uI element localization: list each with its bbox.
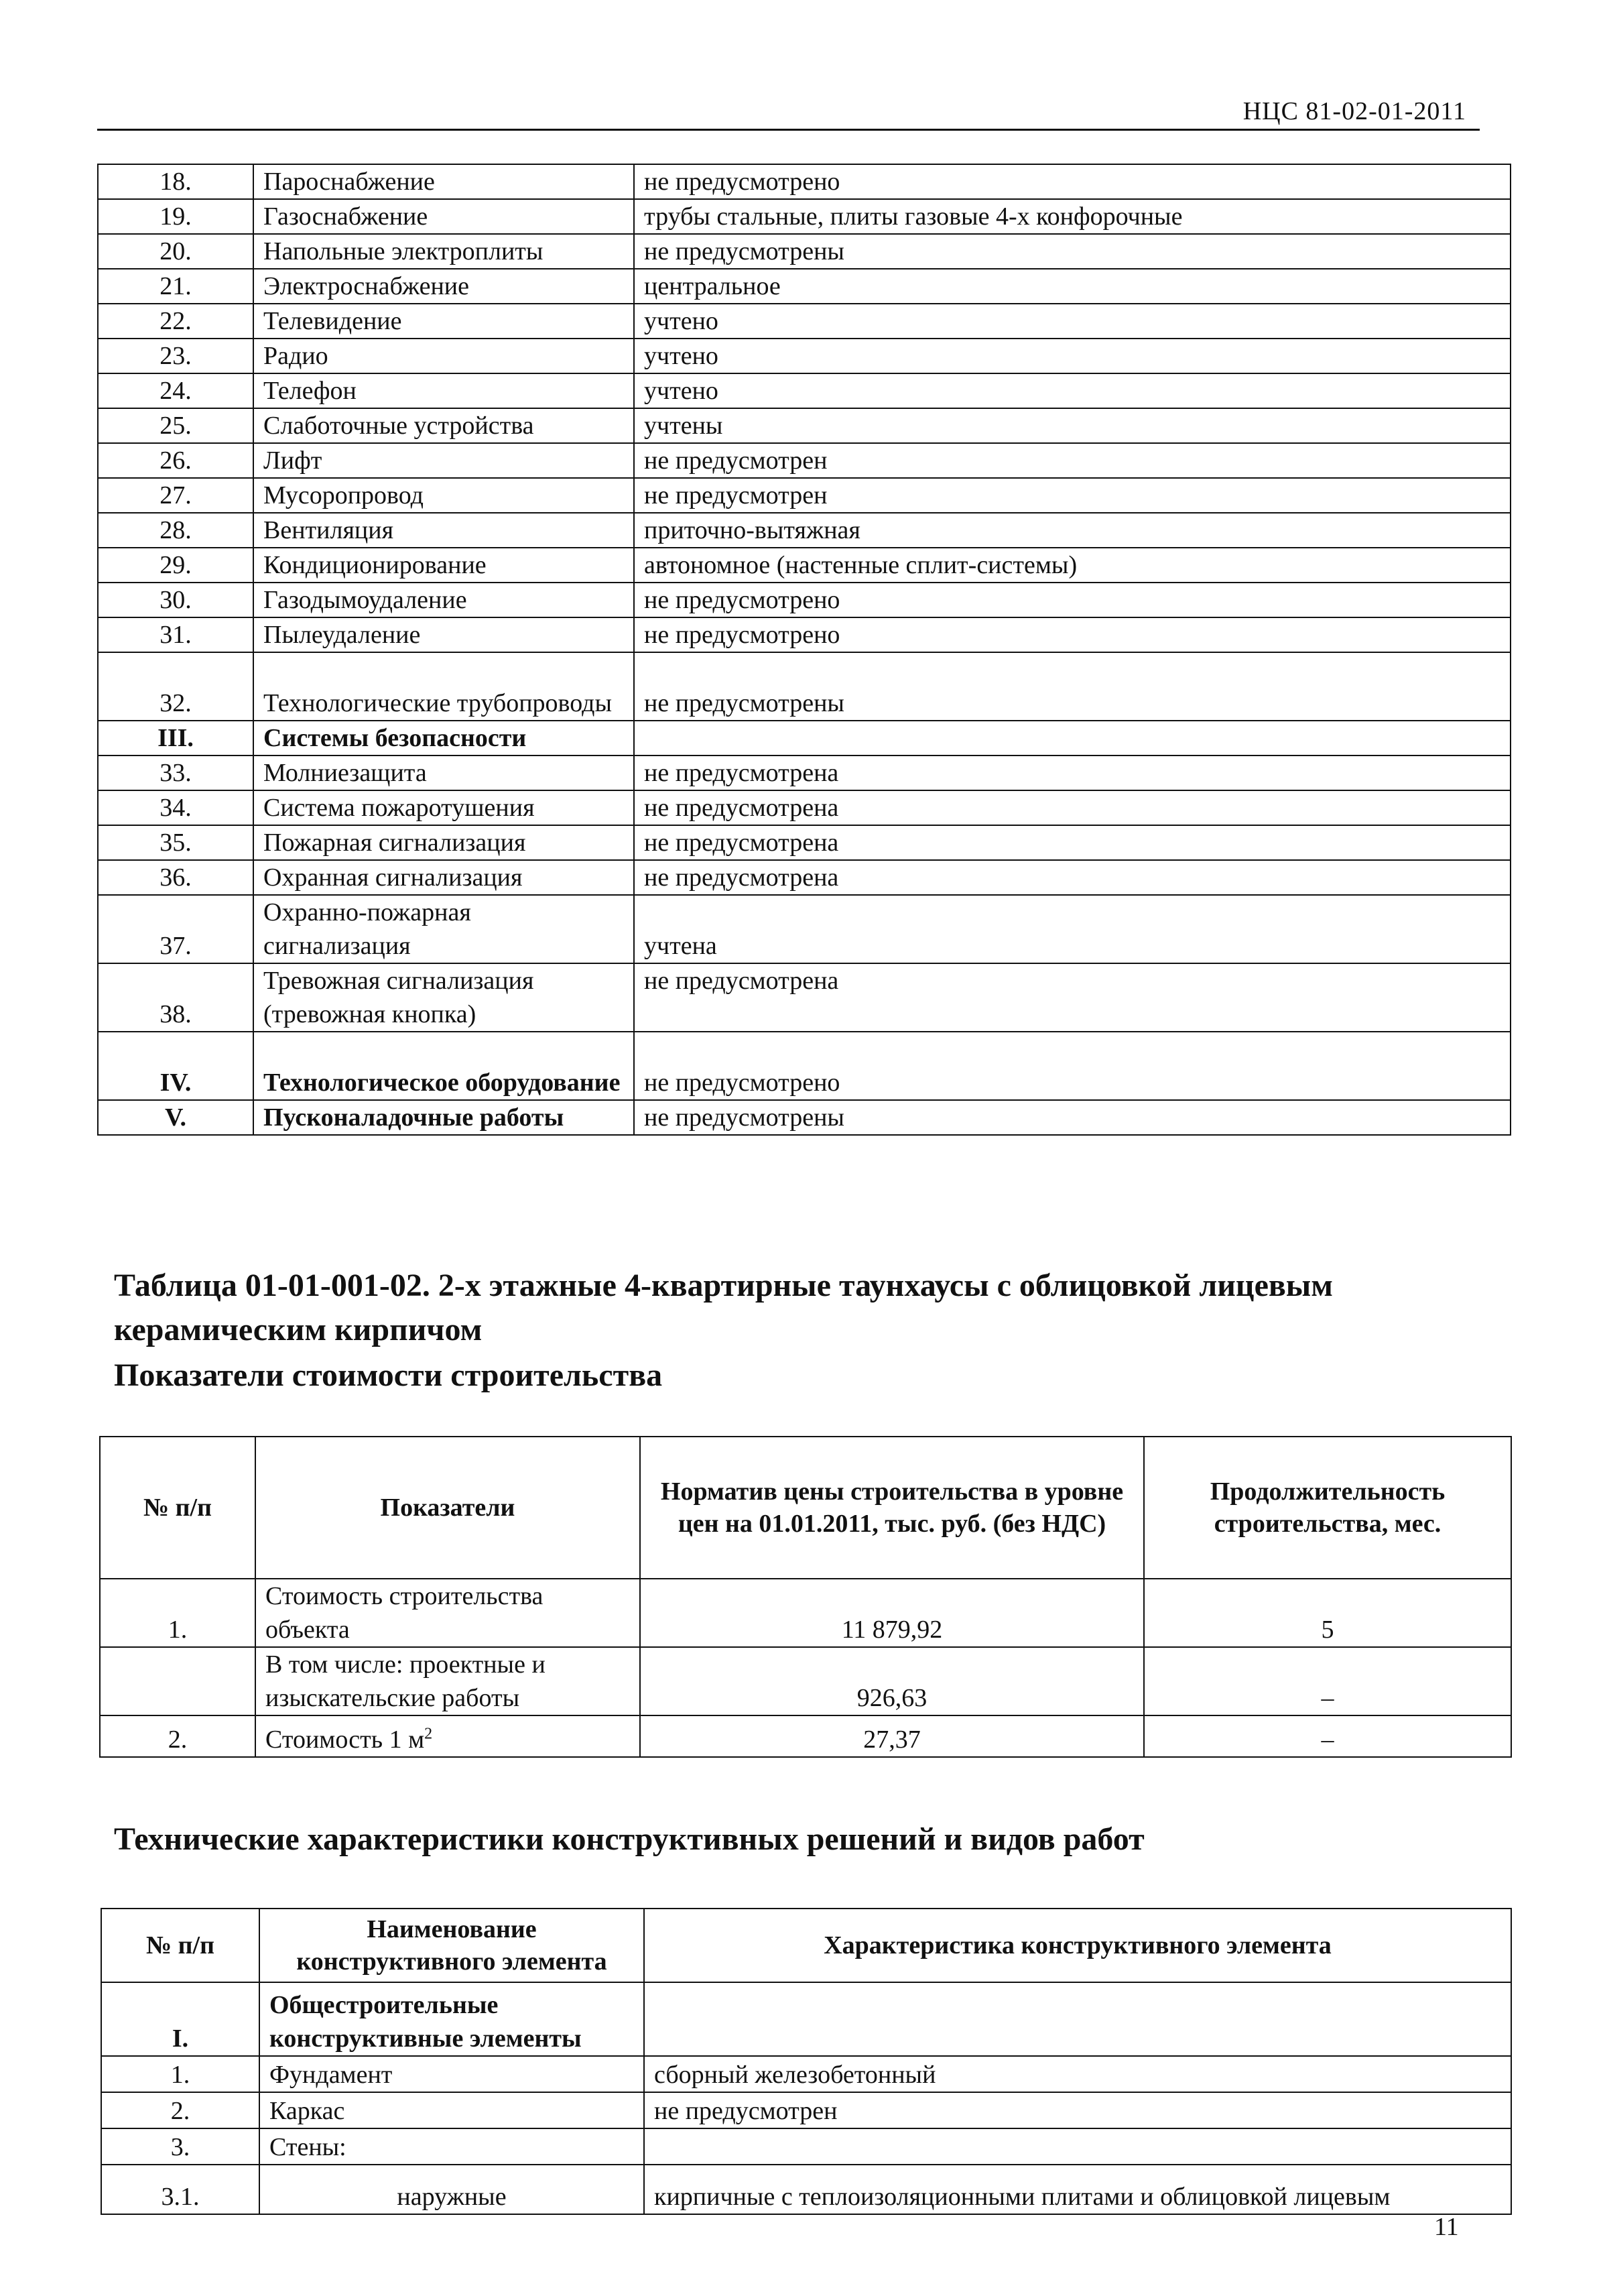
row-price: 11 879,92 — [640, 1579, 1144, 1647]
row-name: Электроснабжение — [253, 269, 634, 304]
row-number: 34. — [98, 790, 253, 825]
row-name: Технологические трубопроводы — [253, 652, 634, 721]
row-name: Мусоропровод — [253, 478, 634, 513]
row-number: 2. — [101, 2092, 259, 2128]
row-value: не предусмотрена — [634, 860, 1511, 895]
row-value: учтено — [634, 339, 1511, 373]
constructive-elements-table — [101, 1908, 1512, 2215]
row-value: учтено — [634, 373, 1511, 408]
row-number: 2. — [100, 1715, 255, 1757]
row-name: Телефон — [253, 373, 634, 408]
row-number: 38. — [98, 963, 253, 1032]
row-name: Кондиционирование — [253, 548, 634, 583]
table-row — [98, 199, 1511, 234]
table-row — [98, 860, 1511, 895]
row-value: автономное (настенные сплит-системы) — [634, 548, 1511, 583]
row-number: 25. — [98, 408, 253, 443]
row-price: 926,63 — [640, 1647, 1144, 1715]
row-price: 27,37 — [640, 1715, 1144, 1757]
row-value: не предусмотрена — [634, 825, 1511, 860]
row-number: 22. — [98, 304, 253, 339]
table-title-block — [114, 1264, 1494, 1398]
row-element: наружные — [259, 2165, 644, 2214]
row-characteristic: кирпичные с теплоизоляционными плитами и облицовкой лицевым — [644, 2165, 1511, 2214]
table-row — [100, 1647, 1511, 1715]
row-value: не предусмотрена — [634, 756, 1511, 790]
table-row — [98, 373, 1511, 408]
section-row — [98, 721, 1511, 756]
table-row — [100, 1579, 1511, 1647]
row-indicator — [255, 1715, 640, 1757]
row-name: Вентиляция — [253, 513, 634, 548]
row-number: 20. — [98, 234, 253, 269]
row-number: 32. — [98, 652, 253, 721]
table-row — [98, 408, 1511, 443]
table-row — [98, 617, 1511, 652]
row-name: Пожарная сигнализация — [253, 825, 634, 860]
table-row — [98, 790, 1511, 825]
table-row — [98, 443, 1511, 478]
row-value — [634, 721, 1511, 756]
table-header-row — [100, 1437, 1511, 1579]
section-name: Системы безопасности — [253, 721, 634, 756]
page-header — [97, 87, 1480, 131]
row-number: 18. — [98, 164, 253, 199]
table-row — [100, 1715, 1511, 1757]
row-value: учтены — [634, 408, 1511, 443]
row-name: Слаботочные устройства — [253, 408, 634, 443]
row-name: Молниезащита — [253, 756, 634, 790]
row-value: не предусмотрено — [634, 164, 1511, 199]
row-number: 27. — [98, 478, 253, 513]
section-name: Общестроительные конструктивные элементы — [259, 1982, 644, 2056]
row-characteristic — [644, 1982, 1511, 2056]
engineering-systems-table — [97, 164, 1511, 1136]
table-row — [98, 339, 1511, 373]
row-name: Пароснабжение — [253, 164, 634, 199]
row-value: не предусмотрено — [634, 583, 1511, 617]
table-row — [98, 548, 1511, 583]
row-element: Стены: — [259, 2128, 644, 2165]
row-duration: – — [1144, 1715, 1511, 1757]
row-value: учтена — [634, 895, 1511, 963]
table-row — [98, 234, 1511, 269]
row-name: Охранно-пожарная сигнализация — [253, 895, 634, 963]
section-number: III. — [98, 721, 253, 756]
row-value: не предусмотрена — [634, 790, 1511, 825]
row-number: 28. — [98, 513, 253, 548]
row-number: 24. — [98, 373, 253, 408]
row-number: 19. — [98, 199, 253, 234]
row-name: Тревожная сигнализация (тревожная кнопка) — [253, 963, 634, 1032]
table-row — [101, 2056, 1511, 2092]
section-row — [101, 1982, 1511, 2056]
row-characteristic: сборный железобетонный — [644, 2056, 1511, 2092]
table-header-row — [101, 1909, 1511, 1982]
section-name: Пусконаладочные работы — [253, 1100, 634, 1135]
row-name: Пылеудаление — [253, 617, 634, 652]
indicator-text: Стоимость 1 м — [265, 1726, 425, 1754]
row-number: 23. — [98, 339, 253, 373]
cost-indicators-table — [99, 1436, 1512, 1758]
table-row — [98, 756, 1511, 790]
row-characteristic — [644, 2128, 1511, 2165]
row-value: не предусмотрен — [634, 478, 1511, 513]
row-value: приточно-вытяжная — [634, 513, 1511, 548]
row-value: не предусмотрены — [634, 652, 1511, 721]
section-title: Технические характеристики конструктивных решений и видов работ — [114, 1821, 1145, 1857]
table-row — [98, 583, 1511, 617]
row-number: 21. — [98, 269, 253, 304]
page-number: 11 — [1434, 2213, 1459, 2241]
section-row — [98, 1032, 1511, 1100]
header-duration: Продолжительность строительства, мес. — [1144, 1437, 1511, 1579]
row-number — [100, 1647, 255, 1715]
section-number: I. — [101, 1982, 259, 2056]
row-element: Фундамент — [259, 2056, 644, 2092]
table-row — [98, 963, 1511, 1032]
row-name: Лифт — [253, 443, 634, 478]
table-row — [98, 513, 1511, 548]
header-indicator: Показатели — [255, 1437, 640, 1579]
row-value: не предусмотрены — [634, 1100, 1511, 1135]
row-number: 37. — [98, 895, 253, 963]
document-code: НЦС 81-02-01-2011 — [1242, 97, 1466, 125]
table-row — [101, 2128, 1511, 2165]
table-row — [98, 895, 1511, 963]
table-row — [101, 2092, 1511, 2128]
row-value: не предусмотрено — [634, 617, 1511, 652]
row-number: 1. — [101, 2056, 259, 2092]
section-number: V. — [98, 1100, 253, 1135]
header-characteristic: Характеристика конструктивного элемента — [644, 1909, 1511, 1982]
row-name: Охранная сигнализация — [253, 860, 634, 895]
row-duration: 5 — [1144, 1579, 1511, 1647]
row-value: трубы стальные, плиты газовые 4-х конфорочные — [634, 199, 1511, 234]
row-value: учтено — [634, 304, 1511, 339]
table-title: Таблица 01-01-001-02. 2-х этажные 4-квартирные таунхаусы с облицовкой лицевым керамическим кирпичом — [114, 1268, 1333, 1347]
table-row — [101, 2165, 1511, 2214]
section-row — [98, 1100, 1511, 1135]
row-name: Телевидение — [253, 304, 634, 339]
table-row — [98, 269, 1511, 304]
row-value: центральное — [634, 269, 1511, 304]
row-duration: – — [1144, 1647, 1511, 1715]
table-row — [98, 164, 1511, 199]
row-name: Напольные электроплиты — [253, 234, 634, 269]
row-value: не предусмотрен — [634, 443, 1511, 478]
superscript: 2 — [424, 1725, 433, 1743]
row-value: не предусмотрены — [634, 234, 1511, 269]
row-number: 36. — [98, 860, 253, 895]
row-value: не предусмотрено — [634, 1032, 1511, 1100]
row-element: Каркас — [259, 2092, 644, 2128]
row-number: 35. — [98, 825, 253, 860]
header-price: Норматив цены строительства в уровне цен на 01.01.2011, тыс. руб. (без НДС) — [640, 1437, 1144, 1579]
table-row — [98, 825, 1511, 860]
section-number: IV. — [98, 1032, 253, 1100]
row-number: 29. — [98, 548, 253, 583]
table-row — [98, 304, 1511, 339]
row-number: 3. — [101, 2128, 259, 2165]
row-number: 30. — [98, 583, 253, 617]
section-name: Технологическое оборудование — [253, 1032, 634, 1100]
row-number: 26. — [98, 443, 253, 478]
row-number: 1. — [100, 1579, 255, 1647]
table-row — [98, 652, 1511, 721]
header-element: Наименование конструктивного элемента — [259, 1909, 644, 1982]
row-name: Газоснабжение — [253, 199, 634, 234]
row-value: не предусмотрена — [634, 963, 1511, 1032]
row-characteristic: не предусмотрен — [644, 2092, 1511, 2128]
table-subtitle: Показатели стоимости строительства — [114, 1357, 663, 1393]
header-num: № п/п — [101, 1909, 259, 1982]
row-name: Система пожаротушения — [253, 790, 634, 825]
row-number: 33. — [98, 756, 253, 790]
row-indicator: Стоимость строительства объекта — [255, 1579, 640, 1647]
row-number: 31. — [98, 617, 253, 652]
row-name: Радио — [253, 339, 634, 373]
header-num: № п/п — [100, 1437, 255, 1579]
row-name: Газодымоудаление — [253, 583, 634, 617]
table-row — [98, 478, 1511, 513]
row-indicator: В том числе: проектные и изыскательские работы — [255, 1647, 640, 1715]
row-number: 3.1. — [101, 2165, 259, 2214]
